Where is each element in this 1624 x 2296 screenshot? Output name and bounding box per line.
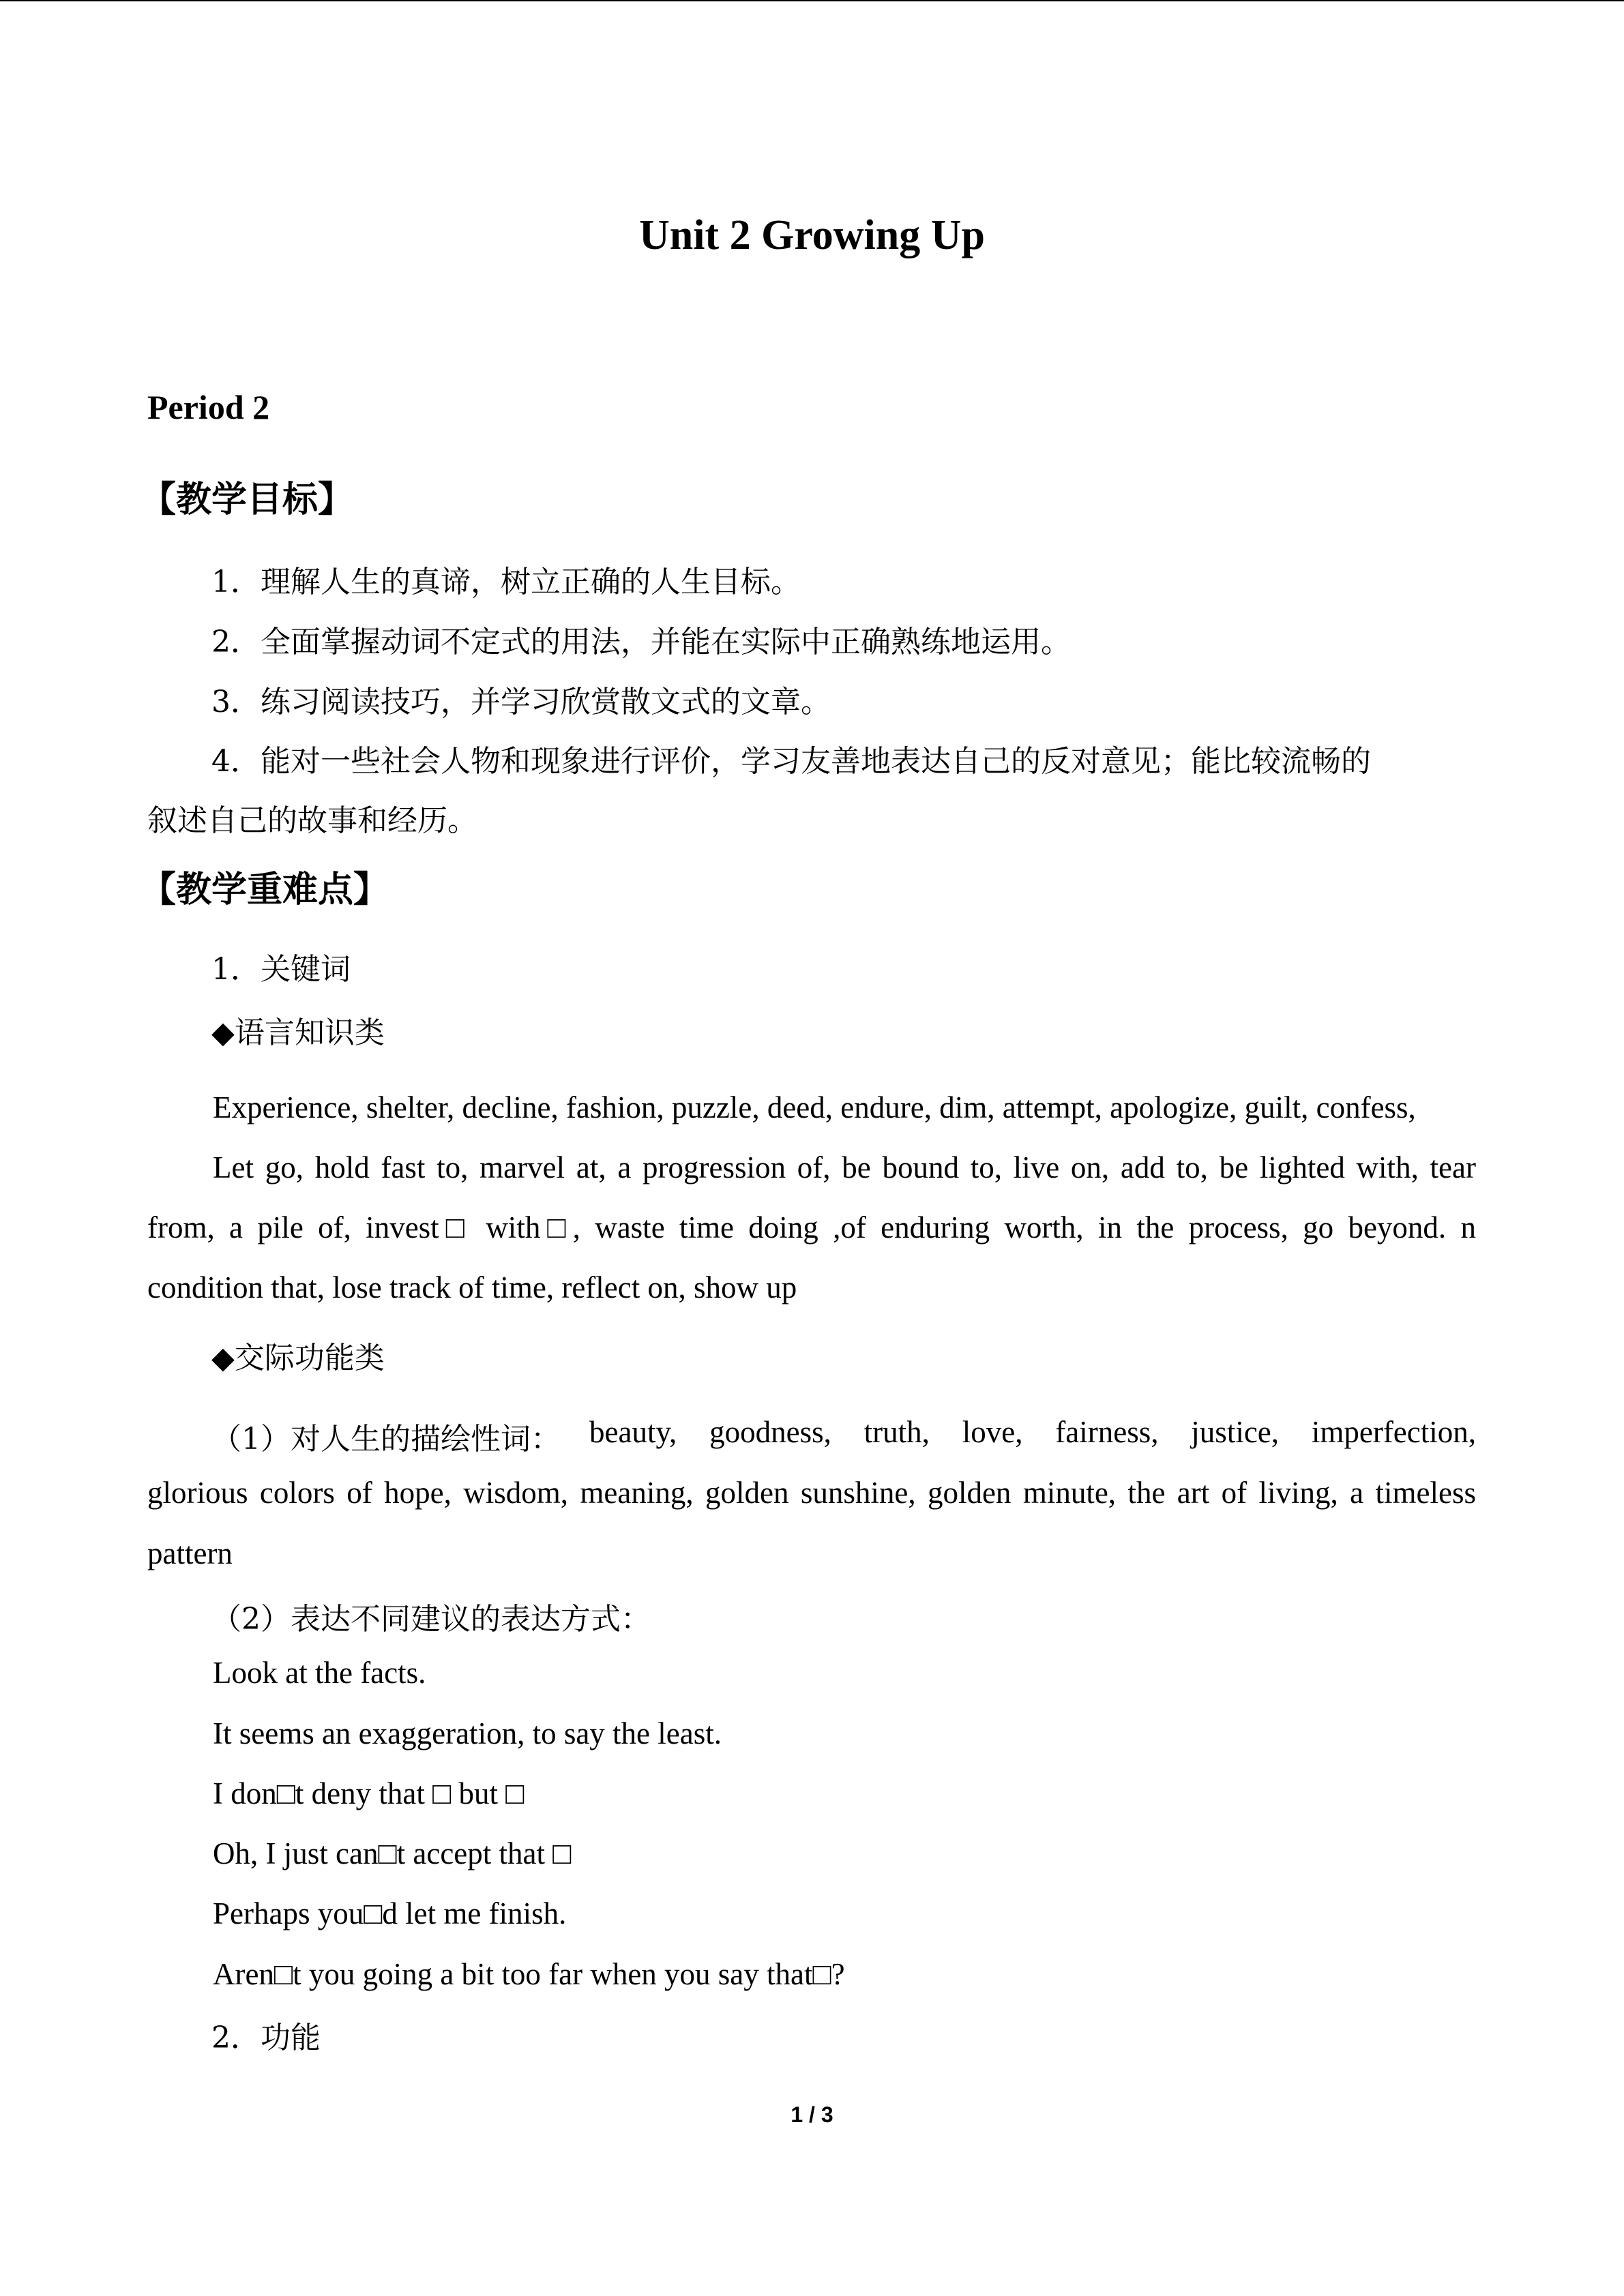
expression-line: Oh, I just can□t accept that □ bbox=[213, 1836, 572, 1870]
expression-line: Aren□t you going a bit too far when you say that□? bbox=[213, 1957, 845, 1991]
document-title: Unit 2 Growing Up bbox=[639, 212, 985, 258]
goal-item-4-continued: 叙述自己的故事和经历。 bbox=[147, 803, 477, 838]
communicative-function-heading: ◆交际功能类 bbox=[211, 1341, 385, 1375]
vocab-line-3: from, a pile of, invest□ with□, waste time doing ,of enduring worth, in the process, go beyond. n bbox=[147, 1210, 1476, 1244]
descriptive-words-line-1: beauty, goodness, truth, love, fairness, justice, imperfection, bbox=[589, 1415, 1476, 1449]
descriptive-words-line-2: glorious colors of hope, wisdom, meaning, golden sunshine, golden minute, the art of living, a timeless bbox=[147, 1476, 1476, 1510]
expression-line: I don□t deny that □ but □ bbox=[213, 1776, 525, 1810]
descriptive-words-line-3: pattern bbox=[147, 1536, 233, 1570]
page-top-border bbox=[0, 0, 1624, 1]
vocab-line-2: Let go, hold fast to, marvel at, a progression of, be bound to, live on, add to, be lighted with, tear bbox=[213, 1150, 1476, 1184]
vocab-line-1: Experience, shelter, decline, fashion, puzzle, deed, endure, dim, attempt, apologize, guilt, confess, bbox=[213, 1090, 1416, 1124]
goal-item-1: 1．理解人生的真谛，树立正确的人生目标。 bbox=[211, 565, 801, 599]
function-heading: 2．功能 bbox=[211, 2021, 321, 2055]
expression-line: Look at the facts. bbox=[213, 1656, 426, 1690]
keywords-heading: 1．关键词 bbox=[211, 952, 351, 987]
expression-line: Perhaps you□d let me finish. bbox=[213, 1896, 567, 1930]
section-heading-key-points: 【教学重难点】 bbox=[141, 869, 389, 910]
goal-item-3: 3．练习阅读技巧，并学习欣赏散文式的文章。 bbox=[211, 685, 831, 719]
period-label: Period 2 bbox=[147, 388, 270, 426]
advice-expressions-heading: （2）表达不同建议的表达方式： bbox=[211, 1602, 651, 1637]
page-number: 1 / 3 bbox=[791, 2102, 833, 2127]
language-knowledge-heading: ◆语言知识类 bbox=[211, 1015, 385, 1050]
section-heading-goals: 【教学目标】 bbox=[141, 479, 354, 520]
expression-line: It seems an exaggeration, to say the least. bbox=[213, 1716, 722, 1750]
vocab-line-4: condition that, lose track of time, reflect on, show up bbox=[147, 1270, 797, 1304]
goal-item-4: 4．能对一些社会人物和现象进行评价，学习友善地表达自己的反对意见；能比较流畅的 bbox=[211, 744, 1371, 779]
goal-item-2: 2．全面掌握动词不定式的用法，并能在实际中正确熟练地运用。 bbox=[211, 625, 1071, 659]
descriptive-words-label: （1）对人生的描绘性词： bbox=[211, 1422, 561, 1457]
